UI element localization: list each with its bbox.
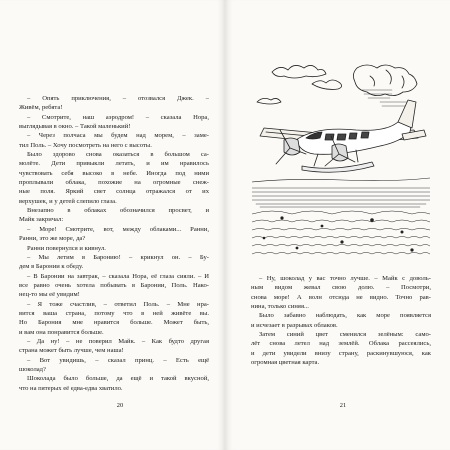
text-line: верхушек, и у детей слепило глаза. — [19, 197, 117, 205]
text-line: Ранни, это же море, да? — [19, 235, 86, 243]
text-line: Живём, ребята! — [19, 104, 63, 112]
text-line: – Я тоже счастлив, – ответил Поль. – Мне нра- — [27, 300, 209, 308]
text-line: Ранни повернулся и кивнул. — [27, 244, 106, 252]
text-line: ные поля. Яркий свет солнца отражался от их — [19, 188, 209, 196]
page-number-left: 20 — [116, 402, 124, 409]
right-page — [225, 0, 450, 450]
text-line: Было здорово снова оказаться в большом са- — [27, 151, 209, 159]
text-line: вится ваша страна, потому что в ней живёте вы. — [19, 309, 209, 317]
text-line: ным видом жевал свою долю. – Посмотри, — [251, 284, 431, 292]
text-line: и дети увидели внизу страну, раскинувшуюся, как — [251, 349, 431, 357]
text-line: выглядывая в окно. – Такой маленький! — [19, 123, 131, 131]
text-line: – Ну, шоколад у вас точно лучше. – Майк с доволь- — [259, 275, 431, 282]
text-line: Было забавно наблюдать, как море появляется — [259, 312, 431, 320]
text-line: проплывали облака, похожие на огромные снеж- — [19, 179, 209, 187]
text-line: Но Барония мне нравится больше. Может быть, — [19, 319, 209, 327]
text-line: Майк закричал: — [19, 216, 64, 224]
text-line: шоколад? — [19, 365, 46, 373]
text-line: – В Баронии на завтрак, – сказала Нора, её глаза сияли. – И — [27, 272, 209, 280]
text-line: все равно очень хотела побывать в Баронии, Поль. Нако- — [19, 281, 209, 289]
text-line: Затем синий цвет сменился зелёным: само- — [259, 331, 431, 339]
text-line: – Опять приключения, – отозвался Джек. – — [27, 95, 209, 102]
text-line: – Море! Смотрите, вот, между облаками... Ранни, — [27, 225, 209, 233]
text-line: дем в Баронии к обеду. — [19, 263, 84, 271]
text-line: снова море! А волн отсюда не видно. Точно рав- — [251, 293, 431, 301]
text-line: Внезапно в облаках обозначился просвет, и — [27, 207, 209, 215]
text-line: нец-то мы её увидим! — [19, 291, 80, 299]
text-line: – Мы летим в Баронию! – крикнул он. – Бу- — [27, 253, 209, 261]
text-line: страна может быть лучше, чем наша! — [19, 347, 124, 355]
text-line: нина, только синяя... — [251, 303, 309, 311]
text-line: молёте. Дети привыкли летать, и им нравилось — [19, 160, 209, 168]
text-line: и исчезает в разрывах облаков. — [251, 321, 338, 329]
airplane-illustration — [252, 62, 430, 260]
page-number-right: 21 — [339, 402, 347, 409]
text-line: лёт снова летел над землёй. Облака рассеялись, — [251, 340, 431, 348]
right-page-text — [251, 274, 431, 367]
text-line: – Вот увидишь, – сказал принц. – Есть ещё — [27, 356, 209, 364]
text-line: – Смотрите, наш аэродром! – сказала Нора, — [27, 113, 209, 121]
text-line: что на пятерых её едва-едва хватило. — [19, 384, 123, 392]
text-line: огромная цветная карта. — [251, 359, 320, 367]
text-line: – Да ну! – не поверил Майк. – Как будто другая — [27, 337, 209, 345]
text-line: тил Поль. – Хочу посмотреть на него с высоты. — [19, 141, 152, 149]
text-line: – Через полчаса мы будем над морем, – заме- — [27, 132, 209, 140]
left-page-text — [19, 94, 209, 393]
text-line: и вам она понравится больше. — [19, 328, 104, 336]
text-line: чувствовать себя высоко в небе. Иногда под ними — [19, 169, 209, 177]
text-line: Шоколада было больше, да ещё и такой вкусной, — [27, 375, 209, 383]
